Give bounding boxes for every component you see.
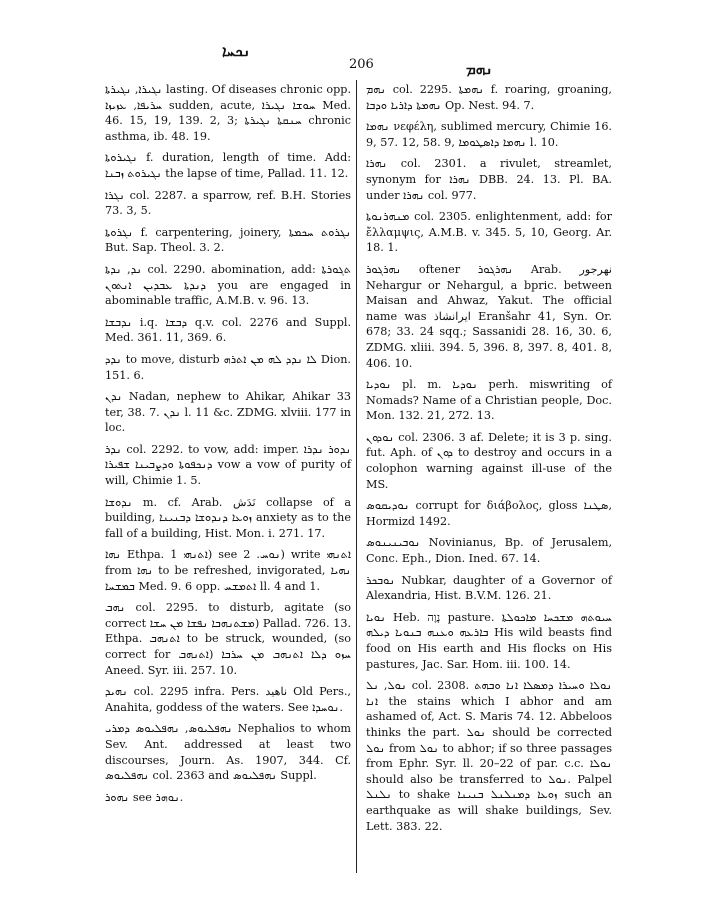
page-number: 206 [349, 57, 374, 72]
dictionary-entry: ܢܗܘܪ see ܢܘܗܪ. [105, 790, 184, 804]
dictionary-entry: ܢܗܪܐ col. 2301. a rivulet, streamlet, synonym for ܢܗܪܐ DBB. 24. 13. Pl. BA. under ܢܗܪܐ col. 977. [366, 157, 612, 202]
dictionary-entry: ܢܓܪܐ col. 2287. a sparrow, ref. B.H. Stories 73. 3, 5. [105, 188, 351, 218]
dictionary-entry: ܢܗܡܐ νεφέλη, sublimed mercury, Chimie 16. 9, 57. 12, 58. 9, ܢܗܡܐ ܕܐܣܛܘܡܐ l. 10. [366, 120, 612, 149]
dictionary-entry: ܢܓܝܪܐ, ܢܓܝܪܬܐ lasting. Of diseases chronic opp. ܚܪܝܦܐ, ܥܙܝܙܐ sudden, acute, ܚܘܫܐ ܢܓܝܪܐ Med. 46. 15, 19, 139. 2, 3; ܚܢܩܬܐ ܢܓܝܪܬܐ chronic asthma, ib. 48. 19. [105, 83, 352, 143]
dictionary-entry: ܢܗܡ col. 2295. ܢܗܡܬܐ f. roaring, groaning, ܢܗܡܬܐ ܕܐܪܝܐ ܘܕܒܐ Op. Nest. 94. 7. [366, 83, 612, 112]
dictionary-entry: ܢܕܪ col. 2292. to vow, add: imper. ܢܕܘܪ ܢܕܪܐ ܕܢܟܦܘܬܐ ܘܕܨܒܝܢܐ ܫܦܝܪܐ vow a vow of purity of will, Chimie 1. 5. [105, 442, 351, 488]
dictionary-entry: ܢܘܝܐ Heb. נָוֶה pasture. ܚܝܘܬܗ ܡܫܟܚܐ ܡܐܟܘܠܬܐ ܒܐܪܥܗ ܘܥܢܗ ܒܢܘܝܐ ܕܝܠܗ His wild beasts find food on His earth and His flocks on His pastures, Jac. Sar. Hom. iii. 100. 14. [366, 610, 613, 671]
dictionary-entry: ܢܘܕܘܢ col. 2306. 3 af. Delete; it is 3 p. sing. fut. Aph. of ܕܘܢ to destroy and occurs in a colophon warning against ill-use of the MS. [366, 430, 613, 491]
left-running-head: ܢܟܚܐ [222, 42, 251, 60]
dictionary-entry: ܢܘܠ, ܢܠ col. 2308. ܢܘܠܐ ܘܚܝܪܐ ܕܡܣܠܐ ܐܢܐ ܘܒܗܬ ܐܢܐ the stains which I abhor and am ashamed of, Act. S. Maris 74. 12. Abbeloos thinks the part. ܢܘܠ should be corrected ܢܘܠ from ܢܘܠ to abhor; if so three passages from Ephr. Syr. ll. 20–22 of par. c.c. ܢܘܠܐ should also be transferred to ܢܘܠ. Palpel ܢܠܢܠ to shake ܙܘܥܐ ܕܡܢܠܢܠ ܒܢܝܢܐ such an earthquake as will shake buildings, Sev. Lett. 383. 22. [366, 679, 613, 833]
column-divider [356, 80, 357, 873]
dictionary-entry: ܢܕܘܫܐ m. cf. Arab. نَدَش collapse of a building, ܙܘܥܐ ܕܢܕܘܫܐ ܕܒܢܝܢܐ anxiety as to the fall of a building, Hist. Mon. i. 271. 17. [105, 495, 352, 540]
dictionary-entry: ܢܗܝܕ col. 2295 infra. Pers. ناهيد Old Pers., Anahita, goddess of the waters. See ܢܘܚܕܐ. [105, 685, 351, 714]
dictionary-entry: ܢܕܒܫܐ i.q. ܕܒܫܐ q.v. col. 2276 and Suppl. Med. 361. 11, 369. 6. [105, 315, 351, 345]
dictionary-entry: ܢܗܪܓܘܪ oftener ܢܗܪܓܘܪ Arab. نهرجور Nehargur or Nehargul, a bpric. between Maisan and Ahwaz, Yakut. The official name was ايرانشاذ Eranšahr 41, Syn. Or. 678; 33. 24 sqq.; Sassanidi 28. 16, 30. 6, ZDMG. xliii. 394. 5, 396. 8, 397. 8, 401. 8, 406. 10. [366, 262, 612, 370]
dictionary-entry: ܢܘܒܝܢܝܢܘܣ Novinianus, Bp. of Jerusalem, Conc. Eph., Dion. Ined. 67. 14. [366, 536, 612, 566]
dictionary-entry: ܢܗܦܠܝܘܣ, ܢܗܦܠܝܘܣ ܕܡܪܝ Nephalios to whom Sev. Ant. addressed at least two discourses, Journ. As. 1907, 344. Cf. ܢܗܦܠܝܘܣ col. 2363 and ܢܗܦܠܝܘܣ Suppl. [105, 722, 351, 783]
dictionary-entry: ܢܗܐ Ethpa. ܐܬܢܗܝ 1) see ܢܘܚ. 2) write ܐܬܢܗܝ from ܢܗܐ to be refreshed, invigorated, ܢܗܝܐ ܒܡܫܚܐ Med. 9. 6 opp. ܐܬܡܫܚ ll. 4 and 1. [105, 548, 351, 593]
right-running-head: ܢܗܡ [466, 60, 493, 78]
dictionary-entry: ܢܘܕܝܩܘܣ corrupt for διάβολος, gloss ܣܛܢܐ, Hormizd 1492. [366, 499, 612, 528]
dictionary-entry: ܢܓܝܪܘܬܐ f. duration, length of time. Add: ܢܓܝܪܘܬ ܙܒܢܐ the lapse of time, Pallad. 11. 12. [105, 151, 351, 180]
right-column [366, 82, 612, 840]
dictionary-entry: ܢܕܢ Nadan, nephew to Ahikar, Ahikar 33 ter, 38. 7. ܢܕܢ l. 11 &c. ZDMG. xlviii. 177 in loc. [105, 390, 351, 435]
dictionary-entry: ܡܢܗܪܢܘܬܐ col. 2305. enlightenment, add: for ἔλλαμψις, A.M.B. v. 345. 5, 10, Georg. Ar. 18. 1. [366, 210, 612, 255]
dictionary-entry: ܢܘܒܟܪ Nubkar, daughter of a Governor of Alexandria, Hist. B.V.M. 126. 21. [366, 573, 612, 603]
left-column [105, 82, 351, 811]
dictionary-entry: ܢܕ, ܢܕܬܐ col. 2290. abomination, add: ܬܓܘܪܬܐ ܕܢܕܬܐ ܥܒܕܝܢ ܐܢܬܘܢ you are engaged in abominable traffic, A.M.B. v. 96. 13. [105, 262, 352, 308]
dictionary-entry: ܢܘܕܝܐ pl. m. ܢܘܕܝܐ perh. miswriting of Nomads? Name of a Christian people, Doc. Mon. 132. 21, 272. 13. [366, 378, 612, 423]
dictionary-entry: ܢܗܒ col. 2295. to disturb, agitate (so correct ܡܫܬܢܗܒܐ ܢܦܫܐ ܡܢ ܚܫܐ) Pallad. 726. 13. Ethpa. ܐܬܢܗܒ to be struck, wounded, (so correct for ܐܬܢܗܒ) ܚܙܘ ܕܠܐ ܐܬܢܗܒ ܡܢ ܚܪܒܐ Aneed. Syr. iii. 257. 10. [105, 601, 352, 677]
dictionary-entry: ܢܕܕ to move, disturb ܠܐ ܢܕܕ ܠܗ ܡܢ ܐܬܪܗ Dion. 151. 6. [105, 352, 351, 382]
dictionary-entry: ܢܓܪܘܬܐ f. carpentering, joinery, ܢܓܪܘܬ ܚܟܡܬܐ But. Sap. Theol. 3. 2. [105, 225, 352, 255]
